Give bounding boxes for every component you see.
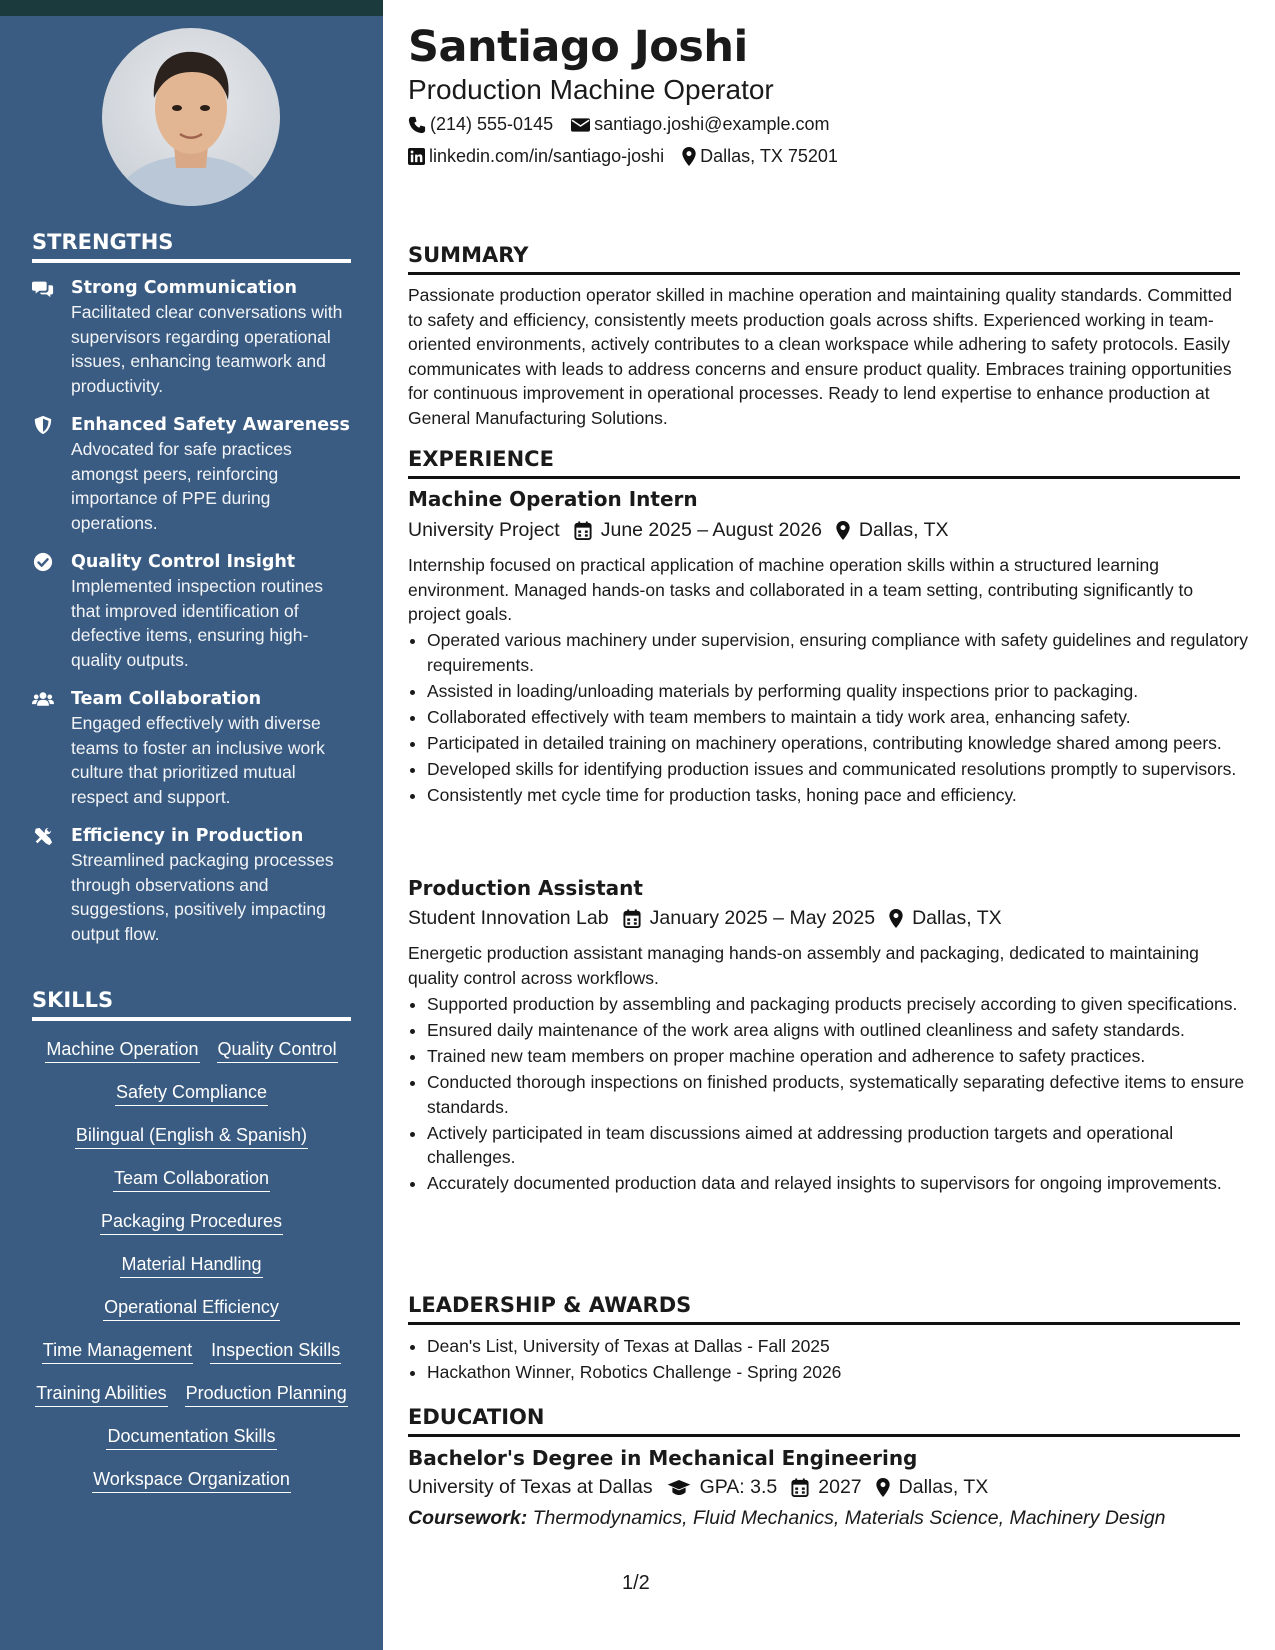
coursework — [408, 1507, 1166, 1530]
linkedin-contact — [408, 146, 664, 167]
skill-tag: Team Collaboration — [113, 1166, 270, 1192]
experience-heading: EXPERIENCE — [408, 447, 1240, 479]
skills-list — [32, 1037, 351, 1493]
award-item: • Dean's List, University of Texas at Dallas - Fall 2025 — [427, 1334, 1259, 1359]
degree-title: Bachelor's Degree in Mechanical Engineering — [408, 1446, 918, 1470]
skill-tag: Bilingual (English & Spanish) — [75, 1123, 308, 1149]
strength-title: Efficiency in Production — [71, 826, 304, 846]
job-meta — [408, 907, 1002, 930]
job-bullet: • Assisted in loading/unloading materials by performing quality inspections prior to packaging. — [427, 679, 1259, 704]
check-circle-icon — [32, 552, 54, 572]
job-bullet: • Developed skills for identifying production issues and communicated resolutions promptly to supervisors. — [427, 757, 1259, 782]
job-organization: University Project — [408, 519, 560, 541]
strength-description: Streamlined packaging processes through observations and suggestions, positively impacting output flow. — [71, 850, 334, 944]
skill-tag: Machine Operation — [45, 1037, 199, 1063]
tools-icon — [32, 826, 54, 846]
phone-icon — [408, 116, 426, 134]
strength-title: Enhanced Safety Awareness — [71, 415, 350, 435]
job-bullets — [408, 992, 1259, 1197]
skill-tag: Material Handling — [120, 1252, 262, 1278]
map-pin-icon — [889, 909, 903, 928]
gpa: GPA: 3.5 — [699, 1476, 778, 1498]
job-bullet: • Accurately documented production data and relayed insights to supervisors for ongoing improvements. — [427, 1171, 1259, 1196]
strength-description: Implemented inspection routines that improved identification of defective items, ensuring high-quality outputs. — [71, 576, 323, 670]
job-organization: Student Innovation Lab — [408, 907, 609, 929]
skill-tag: Quality Control — [217, 1037, 338, 1063]
strength-description: Advocated for safe practices amongst peers, reinforcing importance of PPE during operations. — [71, 439, 292, 533]
summary-heading: SUMMARY — [408, 243, 1240, 275]
strength-item — [32, 276, 351, 398]
strengths-section — [32, 230, 351, 946]
awards-list — [408, 1334, 1259, 1386]
candidate-title: Production Machine Operator — [408, 74, 774, 105]
skill-tag: Time Management — [42, 1338, 193, 1364]
skill-tag: Production Planning — [185, 1381, 348, 1407]
comments-icon — [32, 278, 54, 298]
job-title: Machine Operation Intern — [408, 487, 698, 511]
skills-section — [32, 988, 351, 1493]
job-bullets — [408, 628, 1259, 809]
linkedin-icon — [408, 148, 425, 165]
education-location: Dallas, TX — [898, 1476, 989, 1498]
strength-item — [32, 550, 351, 672]
skill-tag: Workspace Organization — [92, 1467, 291, 1493]
job-location: Dallas, TX — [912, 907, 1002, 929]
email-contact — [571, 114, 829, 135]
calendar-icon — [623, 909, 641, 928]
strength-title: Team Collaboration — [71, 689, 262, 709]
job-meta — [408, 519, 949, 542]
coursework-label: Coursework: — [408, 1507, 528, 1529]
education-meta — [408, 1476, 988, 1499]
linkedin-url: linkedin.com/in/santiago-joshi — [429, 146, 665, 166]
contact-row — [408, 146, 856, 167]
skill-tag: Inspection Skills — [210, 1338, 341, 1364]
awards-heading: LEADERSHIP & AWARDS — [408, 1293, 1240, 1325]
job-location: Dallas, TX — [858, 519, 949, 541]
sidebar-top-bar — [0, 0, 383, 16]
page-number: 1/2 — [622, 1572, 650, 1594]
map-pin-icon — [836, 521, 850, 540]
calendar-icon — [791, 1478, 809, 1497]
phone-contact — [408, 114, 553, 135]
job-bullet: • Consistently met cycle time for production tasks, honing pace and efficiency. — [427, 783, 1259, 808]
job-bullet: • Collaborated effectively with team members to maintain a tidy work area, enhancing safety. — [427, 705, 1259, 730]
job-bullet: • Conducted thorough inspections on finished products, systematically separating defective items to ensure standards. — [427, 1070, 1259, 1119]
contact-row — [408, 114, 847, 135]
users-icon — [32, 689, 54, 709]
skill-tag: Training Abilities — [35, 1381, 167, 1407]
strength-description: Engaged effectively with diverse teams to foster an inclusive work culture that prioritized mutual respect and support. — [71, 713, 325, 807]
strength-item — [32, 824, 351, 946]
skill-tag: Operational Efficiency — [103, 1295, 280, 1321]
skill-tag: Safety Compliance — [115, 1080, 268, 1106]
job-bullet: • Participated in detailed training on machinery operations, contributing knowledge shared among peers. — [427, 731, 1259, 756]
avatar — [102, 28, 280, 206]
job-dates: January 2025 – May 2025 — [649, 907, 876, 929]
location-text: Dallas, TX 75201 — [700, 146, 838, 166]
coursework-list: Thermodynamics, Fluid Mechanics, Materials Science, Machinery Design — [532, 1507, 1166, 1529]
job-bullet: • Ensured daily maintenance of the work area aligns with outlined cleanliness and safety standards. — [427, 1018, 1259, 1043]
skill-tag: Documentation Skills — [106, 1424, 276, 1450]
strength-item — [32, 413, 351, 535]
calendar-icon — [574, 521, 592, 540]
job-title: Production Assistant — [408, 876, 643, 900]
email-address: santiago.joshi@example.com — [594, 114, 830, 134]
skills-heading: SKILLS — [32, 988, 351, 1021]
skill-tag: Packaging Procedures — [100, 1209, 283, 1235]
graduation-cap-icon — [667, 1479, 691, 1496]
candidate-name: Santiago Joshi — [408, 22, 748, 72]
graduation-year: 2027 — [818, 1476, 862, 1498]
school-name: University of Texas at Dallas — [408, 1476, 653, 1498]
avatar-portrait — [102, 28, 280, 206]
map-pin-icon — [876, 1478, 890, 1497]
job-bullet: • Operated various machinery under supervision, ensuring compliance with safety guidelines and regulatory requirements. — [427, 628, 1259, 677]
award-item: • Hackathon Winner, Robotics Challenge - Spring 2026 — [427, 1360, 1259, 1385]
education-heading: EDUCATION — [408, 1405, 1240, 1437]
sidebar — [0, 16, 383, 1650]
strength-title: Quality Control Insight — [71, 552, 296, 572]
job-bullet: • Supported production by assembling and packaging products precisely according to given specifications. — [427, 992, 1259, 1017]
job-dates: June 2025 – August 2026 — [600, 519, 822, 541]
strengths-heading: STRENGTHS — [32, 230, 351, 263]
map-pin-icon — [682, 147, 696, 166]
strength-description: Facilitated clear conversations with supervisors regarding operational issues, enhancing teamwork and productivity. — [71, 302, 343, 396]
summary-text: Passionate production operator skilled in machine operation and maintaining quality standards. Committed to safety and efficiency, consistently meets production goals across shifts. Experienced working in team-oriented environments, actively contributes to a clean workspace while adhering to safety protocols. Easily communicates with leads to address concerns and ensure product quality. Embraces training opportunities for continuous improvement in operational processes. Ready to lend expertise to enhance production at General Manufacturing Solutions. — [408, 285, 1232, 428]
job-bullet: • Actively participated in team discussions aimed at addressing production targets and operational challenges. — [427, 1121, 1259, 1170]
envelope-icon — [571, 117, 590, 133]
strength-title: Strong Communication — [71, 278, 297, 298]
phone-number: (214) 555-0145 — [430, 114, 554, 134]
strength-item — [32, 687, 351, 809]
shield-icon — [32, 415, 54, 435]
job-bullet: • Trained new team members on proper machine operation and adherence to safety practices. — [427, 1044, 1259, 1069]
location-contact — [682, 146, 838, 167]
job-description: Energetic production assistant managing hands-on assembly and packaging, dedicated to maintaining quality control across workflows. — [408, 943, 1199, 988]
job-description: Internship focused on practical application of machine operation skills within a structured learning environment. Managed hands-on tasks and collaborated in a team setting, contributing significantly to project goals. — [408, 555, 1194, 624]
